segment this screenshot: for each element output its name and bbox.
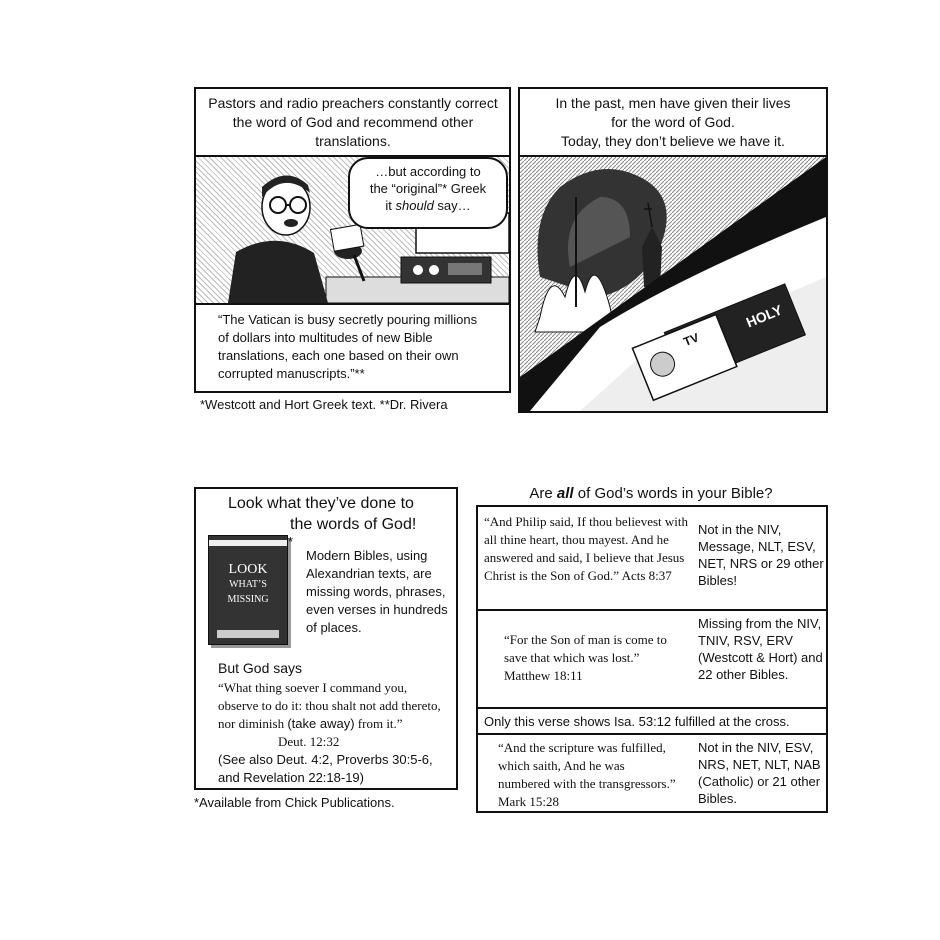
table-row-2-note: Missing from the NIV, TNIV, RSV, ERV (Westcott & Hort) and 22 other Bibles. [698, 616, 823, 682]
speech-emphasis: should [395, 198, 434, 213]
panel4-heading-post: of God’s words in your Bible? [573, 485, 773, 502]
verse-text: “What thing soever I command you, observe to do it: thou shalt not add thereto, nor diminish [218, 680, 441, 731]
panel1-footnote: *Westcott and Hort Greek text. **Dr. Rivera [200, 397, 448, 412]
panel4-heading [476, 485, 826, 503]
table-divider-3 [478, 733, 826, 735]
table-row-3-verse: “And the scripture was fulfilled, which saith, And he was numbered with the transgressors.” Mark 15:28 [498, 740, 676, 809]
tv-guide-label: TV [681, 330, 701, 350]
panel1-top-caption: Pastors and radio preachers constantly correct the word of God and recommend other translations. [208, 95, 498, 149]
table-row-3-note: Not in the NIV, ESV, NRS, NET, NLT, NAB (Catholic) or 21 other Bibles. [698, 740, 821, 806]
panel3-body: Modern Bibles, using Alexandrian texts, are missing words, phrases, even verses in hundreds of places. [306, 548, 448, 635]
panel2-top-caption [524, 94, 822, 151]
missing-verses-table [476, 505, 828, 813]
panel4-heading-pre: Are [529, 485, 557, 502]
but-god-says: But God says [218, 660, 303, 676]
book-title-line-2: WHAT’S [229, 579, 267, 590]
panel-martyrs [518, 87, 828, 413]
panel2-caption-line-1: In the past, men have given their lives [555, 95, 791, 111]
book-asterisk: * [288, 534, 294, 549]
speech-bubble [348, 157, 508, 229]
table-divider-1 [478, 609, 826, 611]
panel3-footnote: *Available from Chick Publications. [194, 795, 395, 810]
table-divider-2 [478, 707, 826, 709]
book-title-line-1: LOOK [228, 562, 268, 577]
speech-line-3a: it [385, 198, 396, 213]
martyr-burning-illustration [520, 157, 826, 411]
table-row-1-verse: “And Philip said, If thou believest with all thine heart, thou mayest. And he answered and said, I believe that Jesus Christ is the Son of God.” Acts 8:37 [484, 514, 689, 583]
table-row-3-header: Only this verse shows Isa. 53:12 fulfilled at the cross. [484, 714, 790, 729]
panel1-divider-bottom [196, 303, 509, 305]
speech-line-2: the “original”* Greek [369, 181, 487, 196]
panel-look-whats-missing [194, 487, 458, 790]
table-row-1-note: Not in the NIV, Message, NLT, ESV, NET, NRS or 29 other Bibles! [698, 522, 824, 588]
book-title-line-3: MISSING [227, 594, 269, 605]
panel2-caption-line-2: for the word of God. [611, 114, 735, 130]
speech-line-3b: say… [433, 198, 471, 213]
verse-emphasis: (take away) [287, 716, 355, 731]
bible-cover-label: HOLY [743, 301, 785, 331]
verse-reference: Deut. 12:32 [278, 734, 340, 749]
panel-radio-preacher [194, 87, 511, 393]
panel3-heading-2: the words of God! [290, 516, 417, 533]
verse-end: from it.” [357, 716, 403, 731]
vatican-quote: “The Vatican is busy secretly pouring millions of dollars into multitudes of new Bible translations, each one based on their own corrupted manuscripts.”** [218, 312, 478, 381]
panel3-heading-1: Look what they’ve done to [228, 495, 414, 512]
panel2-caption-line-3: Today, they don’t believe we have it. [561, 133, 785, 149]
see-also: (See also Deut. 4:2, Proverbs 30:5-6, and Revelation 22:18-19) [218, 752, 433, 785]
panel3-verse [218, 679, 448, 751]
speech-line-1: …but according to [375, 164, 481, 179]
book-cover-image [208, 535, 288, 645]
table-row-2-verse: “For the Son of man is come to save that which was lost.” Matthew 18:11 [504, 632, 667, 683]
panel4-heading-emphasis: all [556, 485, 574, 502]
